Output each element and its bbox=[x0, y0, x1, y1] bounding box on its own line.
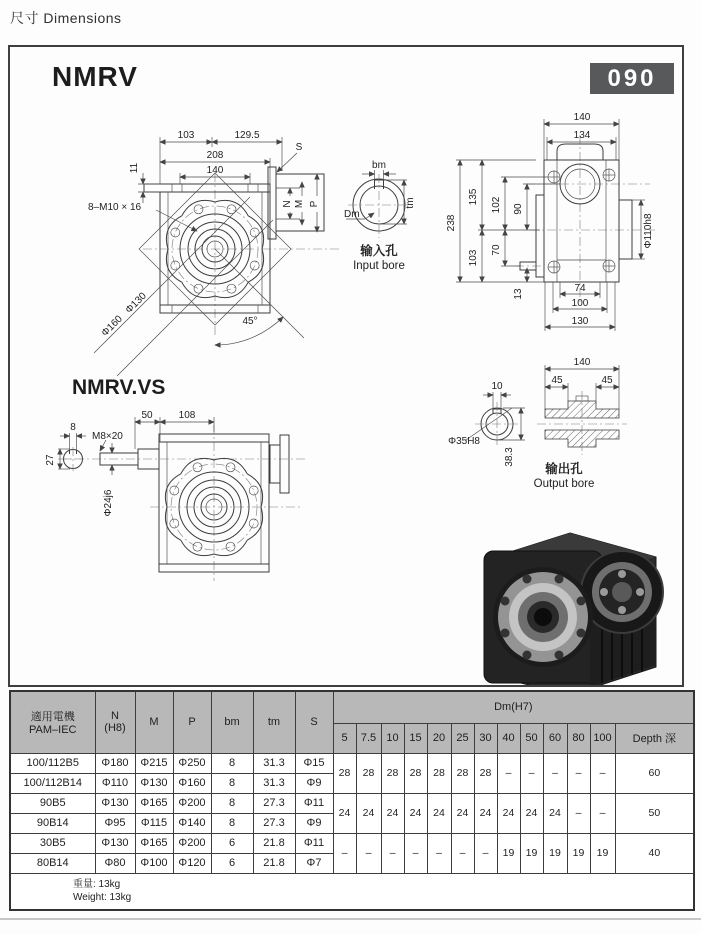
dim-label-27: 27 bbox=[45, 454, 56, 466]
dim-label-13: 13 bbox=[513, 288, 524, 300]
product-photo bbox=[484, 533, 663, 685]
table-cell: 28 bbox=[474, 753, 497, 793]
table-cell: Φ95 bbox=[95, 813, 135, 833]
table-cell: Φ9 bbox=[295, 773, 333, 793]
label-m: M bbox=[294, 199, 305, 209]
table-cell: 28 bbox=[451, 753, 474, 793]
input-bore-caption-cn: 输入孔 bbox=[360, 244, 398, 258]
dim-label-103-side: 103 bbox=[468, 249, 479, 267]
table-cell: 28 bbox=[427, 753, 451, 793]
key-note-label: M8×20 bbox=[92, 431, 123, 442]
table-cell: 28 bbox=[356, 753, 381, 793]
table-cell: 30B5 bbox=[10, 833, 95, 853]
input-bore-drawing bbox=[344, 160, 416, 272]
weight-note-cn: 重量: 13kg bbox=[73, 878, 121, 890]
table-cell: 24 bbox=[427, 793, 451, 833]
dia-130-label: Φ130 bbox=[123, 290, 149, 316]
dim-label-208: 208 bbox=[206, 150, 224, 161]
table-cell: Φ80 bbox=[95, 853, 135, 873]
col-header-dm-20: 20 bbox=[427, 723, 451, 753]
col-header-dm-5: 5 bbox=[333, 723, 356, 753]
table-cell: – bbox=[404, 833, 427, 873]
dim-label-10: 10 bbox=[491, 381, 503, 392]
table-cell: 6 bbox=[211, 853, 253, 873]
dim-label-45-right: 45 bbox=[601, 375, 613, 386]
table-cell: 90B5 bbox=[10, 793, 95, 813]
table-cell: 8 bbox=[211, 753, 253, 773]
dim-label-135: 135 bbox=[468, 188, 479, 206]
table-cell: 8 bbox=[211, 793, 253, 813]
table-cell: 19 bbox=[543, 833, 567, 873]
label-dm: Dm bbox=[344, 209, 360, 220]
dia-35-label: Φ35H8 bbox=[448, 436, 480, 447]
table-cell: – bbox=[497, 753, 520, 793]
table-cell: 19 bbox=[520, 833, 543, 873]
table-cell: Φ200 bbox=[173, 793, 211, 813]
dimension-table bbox=[9, 690, 695, 911]
table-cell: 19 bbox=[590, 833, 615, 873]
col-header-n: N (H8) bbox=[95, 691, 135, 753]
table-cell: – bbox=[543, 753, 567, 793]
table-cell: 21.8 bbox=[253, 833, 295, 853]
table-cell: – bbox=[333, 833, 356, 873]
dim-label-100: 100 bbox=[571, 298, 589, 309]
col-header-bm: bm bbox=[211, 691, 253, 753]
dim-label-50: 50 bbox=[141, 410, 153, 421]
table-cell: Φ9 bbox=[295, 813, 333, 833]
dia-24-label: Φ24j6 bbox=[103, 489, 114, 517]
label-p: P bbox=[309, 200, 320, 208]
table-cell: Φ11 bbox=[295, 833, 333, 853]
table-cell: 100/112B5 bbox=[10, 753, 95, 773]
table-cell: 24 bbox=[474, 793, 497, 833]
table-cell: Φ11 bbox=[295, 793, 333, 813]
side-view-drawing bbox=[446, 112, 655, 331]
page-bottom-rule bbox=[0, 918, 701, 920]
table-cell: 19 bbox=[567, 833, 590, 873]
col-header-dm-40: 40 bbox=[497, 723, 520, 753]
table-cell: 24 bbox=[356, 793, 381, 833]
table-row bbox=[10, 793, 694, 813]
table-cell: 21.8 bbox=[253, 853, 295, 873]
dim-label-108: 108 bbox=[178, 410, 196, 421]
dim-label-134: 134 bbox=[573, 130, 591, 141]
table-cell: 24 bbox=[543, 793, 567, 833]
table-cell: – bbox=[567, 793, 590, 833]
input-bore-caption-en: Input bore bbox=[353, 260, 405, 272]
table-cell: Φ110 bbox=[95, 773, 135, 793]
table-cell: 40 bbox=[615, 833, 694, 873]
col-header-dm-30: 30 bbox=[474, 723, 497, 753]
table-cell: 28 bbox=[404, 753, 427, 793]
dim-label-11: 11 bbox=[129, 162, 140, 174]
table-header-row-1 bbox=[10, 691, 694, 723]
label-n: N bbox=[282, 200, 293, 208]
table-row bbox=[10, 833, 694, 853]
col-header-p: P bbox=[173, 691, 211, 753]
output-bore-caption-cn: 输出孔 bbox=[545, 462, 583, 476]
table-cell: 19 bbox=[497, 833, 520, 873]
table-cell: 50 bbox=[615, 793, 694, 833]
table-cell: – bbox=[567, 753, 590, 793]
dim-label-74: 74 bbox=[574, 283, 586, 294]
weight-note-cell bbox=[10, 873, 694, 910]
col-header-depth: Depth 深 bbox=[615, 723, 694, 753]
front-view-drawing bbox=[88, 130, 340, 376]
table-cell: Φ115 bbox=[135, 813, 173, 833]
table-cell: 27.3 bbox=[253, 793, 295, 813]
table-cell: Φ140 bbox=[173, 813, 211, 833]
table-row bbox=[10, 753, 694, 773]
label-s: S bbox=[295, 142, 303, 153]
output-bore-caption-en: Output bore bbox=[533, 478, 595, 490]
size-badge: 090 bbox=[590, 63, 674, 94]
col-header-pam: 適用電機 PAM–IEC bbox=[10, 691, 95, 753]
label-tm: tm bbox=[405, 197, 416, 209]
col-header-dm-60: 60 bbox=[543, 723, 567, 753]
col-header-tm: tm bbox=[253, 691, 295, 753]
table-cell: 24 bbox=[333, 793, 356, 833]
output-bore-drawing bbox=[448, 357, 627, 490]
col-header-dm-group: Dm(H7) bbox=[333, 691, 694, 723]
dim-label-90: 90 bbox=[513, 203, 524, 215]
table-cell: – bbox=[427, 833, 451, 873]
table-cell: Φ7 bbox=[295, 853, 333, 873]
dim-label-8: 8 bbox=[70, 422, 76, 433]
dim-label-238: 238 bbox=[446, 214, 457, 232]
table-cell: Φ165 bbox=[135, 793, 173, 813]
table-cell: – bbox=[590, 793, 615, 833]
angle-45-label: 45° bbox=[242, 316, 258, 327]
dim-label-130: 130 bbox=[571, 316, 589, 327]
table-cell: 24 bbox=[381, 793, 404, 833]
table-cell: 28 bbox=[381, 753, 404, 793]
table-cell: 27.3 bbox=[253, 813, 295, 833]
col-header-dm-10: 10 bbox=[381, 723, 404, 753]
table-cell: 24 bbox=[451, 793, 474, 833]
page-title: 尺寸 Dimensions bbox=[10, 10, 122, 26]
table-cell: – bbox=[474, 833, 497, 873]
model-name-heading: NMRV bbox=[52, 61, 138, 92]
weight-note-en: Weight: 13kg bbox=[73, 892, 132, 903]
table-cell: 90B14 bbox=[10, 813, 95, 833]
table-cell: 80B14 bbox=[10, 853, 95, 873]
dim-label-70: 70 bbox=[491, 244, 502, 256]
table-cell: 24 bbox=[520, 793, 543, 833]
table-cell: Φ120 bbox=[173, 853, 211, 873]
table-cell: 28 bbox=[333, 753, 356, 793]
col-header-dm-15: 15 bbox=[404, 723, 427, 753]
table-cell: Φ165 bbox=[135, 833, 173, 853]
table-footer-row bbox=[10, 873, 694, 910]
col-header-m: M bbox=[135, 691, 173, 753]
table-cell: Φ100 bbox=[135, 853, 173, 873]
technical-drawings bbox=[10, 47, 682, 685]
col-header-dm-50: 50 bbox=[520, 723, 543, 753]
vs-view-drawing bbox=[45, 376, 306, 581]
table-cell: Φ130 bbox=[95, 793, 135, 813]
table-cell: 6 bbox=[211, 833, 253, 853]
table-cell: Φ130 bbox=[135, 773, 173, 793]
table-cell: Φ15 bbox=[295, 753, 333, 773]
table-cell: – bbox=[451, 833, 474, 873]
dia-160-label: Φ160 bbox=[99, 313, 125, 339]
table-cell: 60 bbox=[615, 753, 694, 793]
dim-label-102: 102 bbox=[491, 196, 502, 214]
table-cell: 8 bbox=[211, 813, 253, 833]
col-header-dm-25: 25 bbox=[451, 723, 474, 753]
vs-view-title: NMRV.VS bbox=[72, 376, 166, 399]
table-cell: 31.3 bbox=[253, 773, 295, 793]
col-header-dm-80: 80 bbox=[567, 723, 590, 753]
table-cell: – bbox=[381, 833, 404, 873]
table-cell: Φ180 bbox=[95, 753, 135, 773]
dim-label-140-output: 140 bbox=[573, 357, 591, 368]
col-header-s: S bbox=[295, 691, 333, 753]
dim-label-140-side: 140 bbox=[573, 112, 591, 123]
col-header-dm-7-5: 7.5 bbox=[356, 723, 381, 753]
table-cell: Φ130 bbox=[95, 833, 135, 853]
dim-label-129-5: 129.5 bbox=[234, 130, 260, 141]
table-cell: Φ160 bbox=[173, 773, 211, 793]
table-cell: 31.3 bbox=[253, 753, 295, 773]
dim-label-38-3: 38.3 bbox=[504, 447, 515, 467]
dim-label-103: 103 bbox=[177, 130, 195, 141]
col-header-dm-100: 100 bbox=[590, 723, 615, 753]
table-cell: – bbox=[356, 833, 381, 873]
table-cell: 24 bbox=[404, 793, 427, 833]
dia-110-label: Φ110h8 bbox=[643, 213, 654, 249]
table-cell: 8 bbox=[211, 773, 253, 793]
label-bm: bm bbox=[372, 160, 386, 171]
table-cell: – bbox=[590, 753, 615, 793]
table-cell: 100/112B14 bbox=[10, 773, 95, 793]
table-cell: 24 bbox=[497, 793, 520, 833]
drawing-panel bbox=[8, 45, 684, 687]
dim-label-140: 140 bbox=[206, 165, 224, 176]
table-cell: Φ215 bbox=[135, 753, 173, 773]
dim-label-45-left: 45 bbox=[551, 375, 563, 386]
table-cell: Φ250 bbox=[173, 753, 211, 773]
bolt-note-label: 8–M10 × 16 bbox=[88, 202, 142, 213]
table-cell: Φ200 bbox=[173, 833, 211, 853]
table-cell: – bbox=[520, 753, 543, 793]
